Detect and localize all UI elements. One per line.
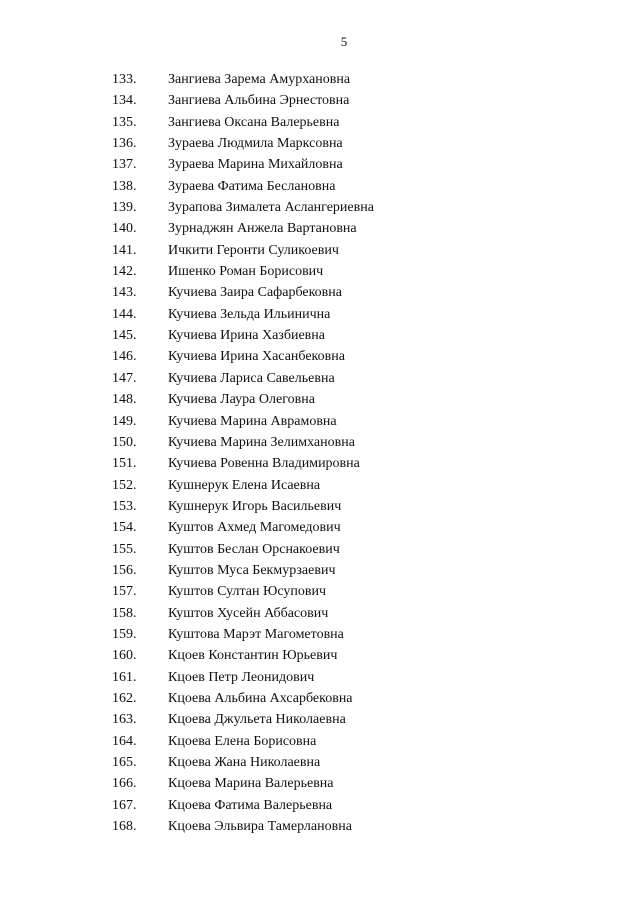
- entry-number: 139.: [112, 200, 137, 216]
- entry-number: 147.: [112, 370, 137, 386]
- list-item: [0, 773, 640, 794]
- entry-number: 165.: [112, 755, 137, 770]
- entry-name: Ичкити Геронти Суликоевич: [168, 242, 339, 258]
- entry-name: Кучиева Марина Зелимхановна: [168, 434, 355, 450]
- list-item: [0, 261, 640, 282]
- entry-name: Куштов Муса Бекмурзаевич: [168, 562, 336, 578]
- entry-number: 167.: [112, 797, 137, 813]
- entry-name: Куштов Беслан Орснакоевич: [168, 541, 340, 557]
- list-item: [0, 432, 640, 453]
- list-item: [0, 517, 640, 538]
- list-item: [0, 581, 640, 602]
- list-item: [0, 645, 640, 666]
- list-item: [0, 709, 640, 730]
- list-item: [0, 218, 640, 239]
- list-item: [0, 90, 640, 111]
- list-item: [0, 475, 640, 496]
- entry-number: 157.: [112, 584, 137, 600]
- list-item: [0, 69, 640, 90]
- entry-name: Кучиева Ровенна Владимировна: [168, 456, 360, 472]
- entry-name: Кцоева Марина Валерьевна: [168, 776, 334, 792]
- entry-name: Кучиева Ирина Хасанбековна: [168, 349, 345, 365]
- entry-number: 162.: [112, 690, 137, 706]
- entry-number: 146.: [112, 349, 137, 365]
- list-item: [0, 240, 640, 261]
- entry-name: Кцоева Джульета Николаевна: [168, 712, 346, 728]
- entry-number: 134.: [112, 93, 137, 109]
- entry-number: 153.: [112, 498, 137, 514]
- list-item: [0, 624, 640, 645]
- list-item: [0, 795, 640, 816]
- entry-number: 144.: [112, 306, 137, 322]
- entry-number: 133.: [112, 72, 137, 87]
- list-item: [0, 539, 640, 560]
- list-item: [0, 603, 640, 624]
- entry-number: 143.: [112, 285, 137, 301]
- entry-number: 148.: [112, 392, 137, 408]
- entry-name: Кучиева Заира Сафарбековна: [168, 285, 343, 301]
- entry-name: Зураева Людмила Марксовна: [168, 136, 343, 152]
- entry-number: 137.: [112, 157, 137, 173]
- entry-name: Кцоев Петр Леонидович: [168, 669, 315, 685]
- entry-number: 145.: [112, 328, 137, 344]
- entry-name: Кучиева Зельда Ильинична: [168, 306, 331, 322]
- entry-name: Зангиева Альбина Эрнестовна: [168, 93, 350, 109]
- entry-name: Куштов Ахмед Магомедович: [168, 520, 341, 536]
- entry-name: Зурнаджян Анжела Вартановна: [168, 221, 357, 237]
- entry-name: Кушнерук Игорь Васильевич: [168, 498, 342, 514]
- entry-name: Куштов Хусейн Аббасович: [168, 605, 329, 621]
- entry-name: Кцоева Эльвира Тамерлановна: [168, 819, 352, 835]
- list-item: [0, 389, 640, 410]
- list-item: [0, 816, 640, 837]
- entry-name: Зураева Марина Михайловна: [168, 157, 343, 173]
- list-item: [0, 112, 640, 133]
- entry-name: Кцоев Константин Юрьевич: [168, 648, 338, 664]
- entry-number: 135.: [112, 114, 137, 130]
- entry-number: 160.: [112, 648, 137, 664]
- entry-name: Зангиева Оксана Валерьевна: [168, 114, 340, 130]
- entry-number: 161.: [112, 669, 137, 685]
- list-item: [0, 752, 640, 773]
- list-item: [0, 176, 640, 197]
- entry-number: 156.: [112, 562, 137, 578]
- page-number: 5: [340, 34, 348, 49]
- entry-name: Ишенко Роман Борисович: [168, 264, 324, 280]
- list-item: [0, 282, 640, 303]
- entry-name: Кцоева Елена Борисовна: [168, 733, 317, 749]
- entry-number: 164.: [112, 733, 137, 749]
- list-item: [0, 496, 640, 517]
- list-item: [0, 154, 640, 175]
- entry-number: 140.: [112, 221, 137, 237]
- list-item: [0, 731, 640, 752]
- entry-number: 159.: [112, 626, 137, 642]
- list-item: [0, 368, 640, 389]
- entry-number: 154.: [112, 520, 137, 536]
- entry-name: Кучиева Ирина Хазбиевна: [168, 328, 325, 344]
- entry-name: Кушнерук Елена Исаевна: [168, 477, 321, 493]
- entry-name: Кцоева Фатима Валерьевна: [168, 797, 333, 813]
- name-list: [0, 69, 640, 837]
- entry-number: 168.: [112, 819, 137, 835]
- list-item: [0, 411, 640, 432]
- entry-number: 149.: [112, 413, 137, 429]
- entry-name: Куштова Марэт Магометовна: [168, 626, 344, 642]
- entry-number: 141.: [112, 242, 137, 258]
- list-item: [0, 453, 640, 474]
- list-item: [0, 304, 640, 325]
- list-item: [0, 688, 640, 709]
- entry-name: Куштов Султан Юсупович: [168, 584, 327, 600]
- list-item: [0, 667, 640, 688]
- entry-number: 136.: [112, 136, 137, 152]
- entry-name: Кцоева Жана Николаевна: [168, 755, 321, 770]
- entry-number: 163.: [112, 712, 137, 728]
- entry-name: Зураева Фатима Беслановна: [168, 178, 336, 194]
- entry-name: Кучиева Марина Аврамовна: [168, 413, 337, 429]
- list-item: [0, 197, 640, 218]
- entry-number: 150.: [112, 434, 137, 450]
- entry-number: 138.: [112, 178, 137, 194]
- entry-number: 142.: [112, 264, 137, 280]
- list-item: [0, 325, 640, 346]
- entry-number: 166.: [112, 776, 137, 792]
- entry-number: 155.: [112, 541, 137, 557]
- entry-number: 151.: [112, 456, 137, 472]
- entry-name: Кучиева Лариса Савельевна: [168, 370, 335, 386]
- entry-number: 158.: [112, 605, 137, 621]
- entry-number: 152.: [112, 477, 137, 493]
- entry-name: Кцоева Альбина Ахсарбековна: [168, 690, 353, 706]
- list-item: [0, 560, 640, 581]
- entry-name: Кучиева Лаура Олеговна: [168, 392, 315, 408]
- list-item: [0, 346, 640, 367]
- entry-name: Зангиева Зарема Амурхановна: [168, 72, 351, 87]
- entry-name: Зурапова Зималета Аслангериевна: [168, 200, 374, 216]
- list-item: [0, 133, 640, 154]
